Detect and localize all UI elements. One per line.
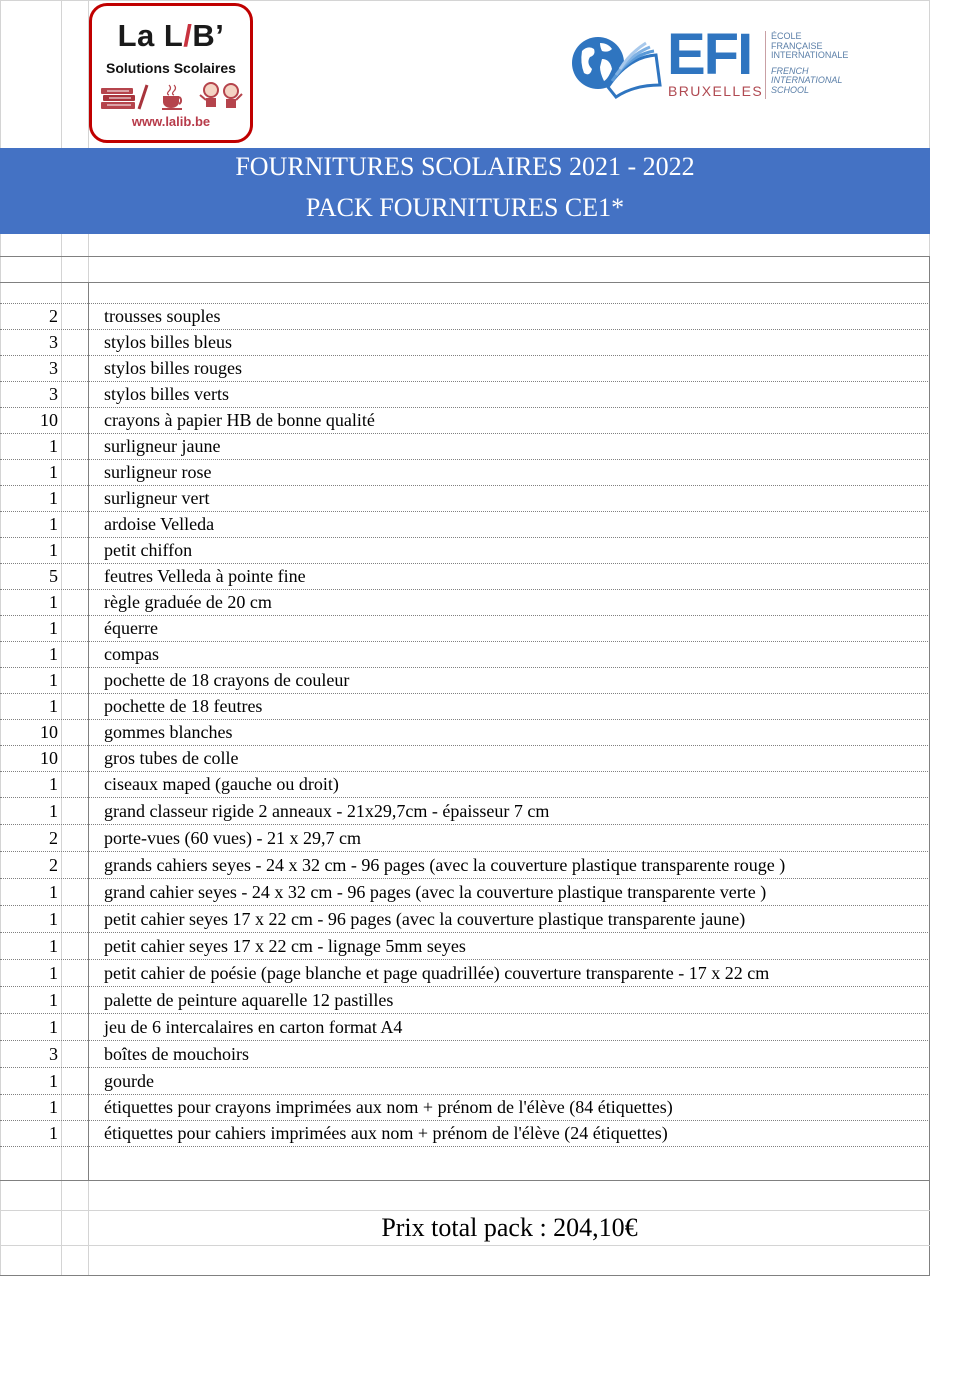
item-description: surligneur jaune xyxy=(104,436,221,456)
list-item xyxy=(0,642,930,668)
efi-logo-city: BRUXELLES xyxy=(668,83,764,99)
item-quantity: 5 xyxy=(49,566,58,586)
list-item xyxy=(0,460,930,486)
item-quantity: 1 xyxy=(49,488,58,508)
page-title: FOURNITURES SCOLAIRES 2021 - 2022 xyxy=(235,152,695,181)
list-item xyxy=(0,590,930,616)
list-item xyxy=(0,512,930,538)
list-item xyxy=(0,798,930,825)
lalib-logo-url: www.lalib.be xyxy=(131,114,211,129)
list-item xyxy=(0,720,930,746)
lalib-logo-subtitle: Solutions Scolaires xyxy=(106,60,236,76)
item-description: petit chiffon xyxy=(104,540,193,560)
page-subtitle: PACK FOURNITURES CE1* xyxy=(305,193,625,222)
item-description: stylos billes verts xyxy=(104,384,229,404)
item-quantity: 3 xyxy=(49,358,58,378)
list-item xyxy=(0,852,930,879)
item-quantity: 1 xyxy=(49,514,58,534)
list-item xyxy=(0,304,930,330)
item-quantity: 2 xyxy=(49,854,58,875)
efi-fr-line: INTERNATIONALE xyxy=(771,50,849,60)
item-quantity: 1 xyxy=(49,436,58,456)
item-description: surligneur vert xyxy=(104,488,210,508)
item-quantity: 1 xyxy=(49,618,58,638)
item-description: stylos billes rouges xyxy=(104,358,242,378)
list-item xyxy=(0,356,930,382)
grid-line xyxy=(929,234,930,256)
efi-fr-line: FRANÇAISE xyxy=(771,40,823,51)
item-quantity: 1 xyxy=(49,989,58,1010)
item-description: petit cahier seyes 17 x 22 cm - 96 pages (avec la couverture plastique transparente jaune) xyxy=(104,908,746,929)
grid-line xyxy=(88,234,89,282)
item-description: feutres Velleda à pointe fine xyxy=(104,566,306,586)
item-quantity: 1 xyxy=(49,908,58,929)
item-description: boîtes de mouchoirs xyxy=(104,1043,249,1064)
grid-line xyxy=(0,1245,930,1246)
list-item xyxy=(0,564,930,590)
item-quantity: 1 xyxy=(49,881,58,902)
item-description: grands cahiers seyes - 24 x 32 cm - 96 pages (avec la couverture plastique transparente rouge ) xyxy=(104,854,786,875)
list-item xyxy=(0,434,930,460)
item-quantity: 1 xyxy=(49,774,58,794)
item-quantity: 1 xyxy=(49,1070,58,1091)
item-description: étiquettes pour cahiers imprimées aux nom + prénom de l'élève (24 étiquettes) xyxy=(104,1123,668,1143)
efi-logo-text xyxy=(771,32,848,95)
item-description: équerre xyxy=(104,618,158,638)
list-item xyxy=(0,330,930,356)
list-item xyxy=(0,668,930,694)
efi-logo-letters: EFI xyxy=(667,22,752,87)
item-description: compas xyxy=(104,644,159,664)
books-pencil-icon xyxy=(99,82,149,112)
list-item xyxy=(0,825,930,852)
item-description: gommes blanches xyxy=(104,722,233,742)
list-item xyxy=(0,538,930,564)
grid-line xyxy=(0,1180,930,1181)
item-quantity: 1 xyxy=(49,1016,58,1037)
grid-line xyxy=(0,1275,930,1276)
list-item xyxy=(0,746,930,772)
item-quantity: 1 xyxy=(49,540,58,560)
item-quantity: 3 xyxy=(49,332,58,352)
item-quantity: 1 xyxy=(49,962,58,983)
list-item xyxy=(0,987,930,1014)
grid-line xyxy=(61,0,62,148)
list-item xyxy=(0,1041,930,1068)
item-description: crayons à papier HB de bonne qualité xyxy=(104,410,375,430)
item-quantity: 1 xyxy=(49,592,58,612)
list-item xyxy=(0,382,930,408)
item-quantity: 10 xyxy=(40,722,58,742)
list-item xyxy=(0,1068,930,1095)
item-quantity: 1 xyxy=(49,462,58,482)
item-description: petit cahier de poésie (page blanche et page quadrillée) couverture transparente - 17 x 22 cm xyxy=(104,962,770,983)
list-item xyxy=(0,408,930,434)
item-quantity: 1 xyxy=(49,1123,58,1143)
item-quantity: 1 xyxy=(49,696,58,716)
list-item xyxy=(0,960,930,987)
item-quantity: 10 xyxy=(40,748,58,768)
list-item xyxy=(0,616,930,642)
grid-line xyxy=(0,256,930,257)
lalib-logo-title: La L/B’ xyxy=(117,18,225,53)
item-description: grand classeur rigide 2 anneaux - 21x29,7cm - épaisseur 7 cm xyxy=(104,800,550,821)
efi-en-line: INTERNATIONAL xyxy=(771,75,843,85)
list-item xyxy=(0,1095,930,1121)
globe-book-icon xyxy=(568,29,664,101)
supply-list xyxy=(0,304,930,1147)
list-item xyxy=(0,694,930,720)
item-quantity: 3 xyxy=(49,384,58,404)
list-item xyxy=(0,906,930,933)
item-description: jeu de 6 intercalaires en carton format A4 xyxy=(104,1016,403,1037)
item-description: gros tubes de colle xyxy=(104,748,239,768)
logo-row xyxy=(0,0,930,148)
coffee-cup-icon xyxy=(159,82,189,112)
item-quantity: 1 xyxy=(49,935,58,956)
efi-fr-line: ÉCOLE xyxy=(771,31,802,41)
item-quantity: 1 xyxy=(49,670,58,690)
item-description: étiquettes pour crayons imprimées aux nom + prénom de l'élève (84 étiquettes) xyxy=(104,1097,673,1117)
list-item xyxy=(0,933,930,960)
title-band xyxy=(0,148,930,234)
item-description: ardoise Velleda xyxy=(104,514,215,534)
grid-line xyxy=(929,0,930,148)
children-icon xyxy=(199,81,243,113)
efi-en-line: SCHOOL xyxy=(771,84,810,95)
item-quantity: 2 xyxy=(49,827,58,848)
grid-line xyxy=(88,0,89,148)
item-description: gourde xyxy=(104,1070,154,1091)
item-quantity: 1 xyxy=(49,644,58,664)
efi-en-line: FRENCH xyxy=(771,65,809,76)
efi-logo-divider xyxy=(765,31,766,99)
list-item xyxy=(0,1121,930,1147)
efi-logo xyxy=(568,22,858,103)
item-quantity: 2 xyxy=(49,306,58,326)
item-description: palette de peinture aquarelle 12 pastilles xyxy=(104,989,394,1010)
grid-line xyxy=(0,0,1,148)
item-description: pochette de 18 crayons de couleur xyxy=(104,670,350,690)
item-description: petit cahier seyes 17 x 22 cm - lignage 5mm seyes xyxy=(104,935,466,956)
item-quantity: 3 xyxy=(49,1043,58,1064)
list-item xyxy=(0,1014,930,1041)
item-description: règle graduée de 20 cm xyxy=(104,592,272,612)
lalib-logo xyxy=(89,3,253,143)
total-price: Prix total pack : 204,10€ xyxy=(381,1213,638,1242)
list-item xyxy=(0,486,930,512)
item-description: ciseaux maped (gauche ou droit) xyxy=(104,774,339,794)
item-description: stylos billes bleus xyxy=(104,332,233,352)
item-description: trousses souples xyxy=(104,306,221,326)
list-item xyxy=(0,772,930,798)
item-description: grand cahier seyes - 24 x 32 cm - 96 pages (avec la couverture plastique transparente verte ) xyxy=(104,881,767,902)
item-quantity: 10 xyxy=(40,410,58,430)
item-description: porte-vues (60 vues) - 21 x 29,7 cm xyxy=(104,827,361,848)
item-description: pochette de 18 feutres xyxy=(104,696,263,716)
item-description: surligneur rose xyxy=(104,462,212,482)
item-quantity: 1 xyxy=(49,1097,58,1117)
grid-line xyxy=(0,282,930,283)
item-quantity: 1 xyxy=(49,800,58,821)
list-item xyxy=(0,879,930,906)
